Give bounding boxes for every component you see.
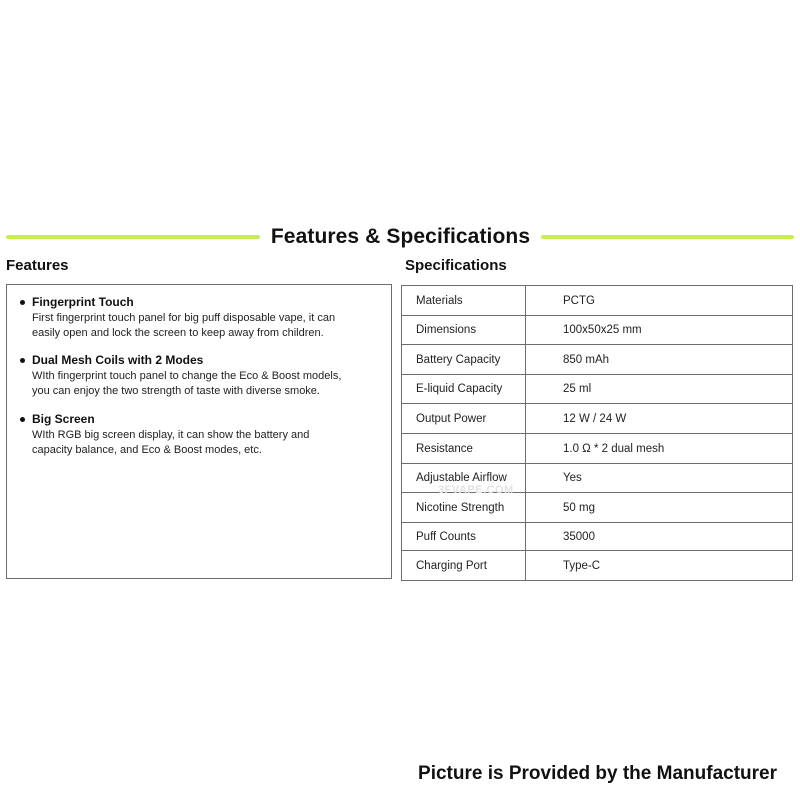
table-row xyxy=(402,551,793,581)
spec-value: Type-C xyxy=(526,551,793,581)
table-row xyxy=(402,375,793,404)
features-heading: Features xyxy=(6,257,69,274)
spec-key: Nicotine Strength xyxy=(402,493,526,523)
spec-key: Dimensions xyxy=(402,316,526,345)
spec-value: 50 mg xyxy=(526,493,793,523)
title-divider-right xyxy=(541,235,794,239)
features-box xyxy=(6,284,392,579)
spec-value: PCTG xyxy=(526,286,793,316)
feature-description: First fingerprint touch panel for big puff disposable vape, it can easily open and lock the screen to keep away from children. xyxy=(32,312,336,339)
bullet-icon xyxy=(20,417,25,422)
spec-key: Adjustable Airflow xyxy=(402,464,526,493)
table-row xyxy=(402,493,793,523)
page-title: Features & Specifications xyxy=(270,225,531,248)
spec-key: Battery Capacity xyxy=(402,345,526,375)
spec-value: 100x50x25 mm xyxy=(526,316,793,345)
spec-key: Charging Port xyxy=(402,551,526,581)
manufacturer-credit: Picture is Provided by the Manufacturer xyxy=(418,763,777,784)
bullet-icon xyxy=(20,358,25,363)
table-row xyxy=(402,316,793,345)
spec-key: Resistance xyxy=(402,434,526,464)
spec-key: Puff Counts xyxy=(402,523,526,551)
table-row xyxy=(402,345,793,375)
spec-key: E-liquid Capacity xyxy=(402,375,526,404)
table-row xyxy=(402,523,793,551)
table-row xyxy=(402,434,793,464)
spec-value: 25 ml xyxy=(526,375,793,404)
table-row xyxy=(402,404,793,434)
watermark: 3FVAPE.COM xyxy=(438,484,514,496)
feature-description: WIth RGB big screen display, it can show the battery and capacity balance, and Eco & Boost modes, etc. xyxy=(32,429,310,456)
spec-key: Materials xyxy=(402,286,526,316)
bullet-icon xyxy=(20,300,25,305)
title-row xyxy=(0,222,800,252)
title-divider-left xyxy=(6,235,260,239)
feature-title: Big Screen xyxy=(32,412,95,426)
spec-value: 35000 xyxy=(526,523,793,551)
spec-value: 1.0 Ω * 2 dual mesh xyxy=(526,434,793,464)
specifications-table xyxy=(401,285,793,581)
table-row xyxy=(402,286,793,316)
spec-value: 12 W / 24 W xyxy=(526,404,793,434)
feature-description: WIth fingerprint touch panel to change the Eco & Boost models, you can enjoy the two strength of taste with diverse smoke. xyxy=(32,370,342,397)
feature-title: Fingerprint Touch xyxy=(32,295,134,309)
spec-value: 850 mAh xyxy=(526,345,793,375)
spec-key: Output Power xyxy=(402,404,526,434)
spec-value: Yes xyxy=(526,464,793,493)
feature-title: Dual Mesh Coils with 2 Modes xyxy=(32,353,204,367)
specifications-heading: Specifications xyxy=(405,257,507,274)
